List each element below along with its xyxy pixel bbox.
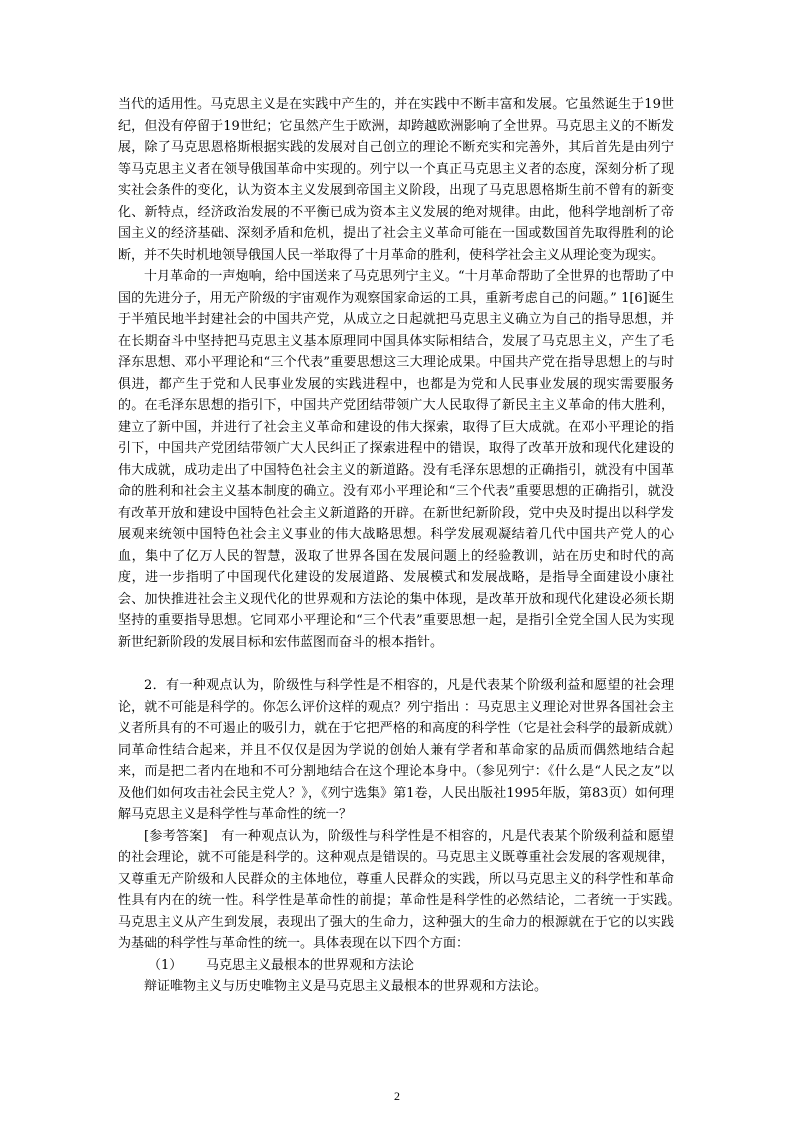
document-page [118,94,688,998]
list-item-1 [118,955,674,977]
question-2: 2．有一种观点认为，阶级性与科学性是不相容的，凡是代表某个阶级利益和愿望的社会理论，就不可能是科学的。你怎么评价这样的观点？列宁指出 ：马克思主义理论对世界各国社会主义者所具有的不可遏止的吸引力，就在于它把严格的和高度的科学性（它是社会科学的最新成就）同革命性结合起来，并且不仅仅是因为学说的创始人兼有学者和革命家的品质而偶然地结合起来，而是把二者内在地和不可分割地结合在这个理论本身中。（参见列宁：《什么是“人民之友”以及他们如何攻击社会民主党人？》，《列宁选集》第1卷，人民出版社1995年版，第83页）如何理解马克思主义是科学性与革命性的统一？ [118,678,674,822]
list-item-text: 马克思主义最根本的世界观和方法论 [206,957,415,973]
page-number: 2 [394,1089,400,1103]
closing-paragraph: 辩证唯物主义与历史唯物主义是马克思主义最根本的世界观和方法论。 [144,979,548,994]
list-item-number: （1） [148,957,183,973]
reference-answer: [参考答案] 有一种观点认为，阶级性与科学性是不相容的，凡是代表某个阶级利益和愿望的社会理论，就不可能是科学的。这种观点是错误的。马克思主义既尊重社会发展的客观规律，又尊重无产阶级和人民群众的主体地位，尊重人民群众的实践，所以马克思主义的科学性和革命性具有内在的统一性。科学性是革命性的前提；革命性是科学性的必然结论，二者统一于实践。 马克思主义从产生到发展，表现出了强大的生命力，这种强大的生命力的根源就在于它的以实践为基础的科学性与革命性的统一。具体表现在以下四个方面： [118,828,688,951]
paragraph-1: 当代的适用性。马克思主义是在实践中产生的，并在实践中不断丰富和发展。它虽然诞生于19世纪，但没有停留于19世纪；它虽然产生于欧洲，却跨越欧洲影响了全世界。马克思主义的不断发展，除了马克思恩格斯根据实践的发展对自己创立的理论不断充实和完善外，其后首先是由列宁等马克思主义者在领导俄国革命中实现的。列宁以一个真正马克思主义者的态度，深刻分析了现实社会条件的变化，认为资本主义发展到帝国主义阶段，出现了马克思恩格斯生前不曾有的新变化、新特点，经济政治发展的不平衡已成为资本主义发展的绝对规律。由此，他科学地剖析了帝国主义的经济基础、深刻矛盾和危机，提出了社会主义革命可能在一国或数国首先取得胜利的论断，并不失时机地领导俄国人民一举取得了十月革命的胜利，使科学社会主义从理论变为现实。 [118,97,674,263]
paragraph-2: 十月革命的一声炮响，给中国送来了马克思列宁主义。“十月革命帮助了全世界的也帮助了中国的先进分子，用无产阶级的宇宙观作为观察国家命运的工具，重新考虑自己的问题。” 1[6]诞生于半殖民地半封建社会的中国共产党，从成立之日起就把马克思主义确立为自己的指导思想，并在长期奋斗中坚持把马克思主义基本原理同中国具体实际相结合，发展了马克思主义，产生了毛泽东思想、邓小平理论和“三个代表”重要思想这三大理论成果。中国共产党在指导思想上的与时俱进，都产生于党和人民事业发展的实践进程中，也都是为党和人民事业发展的现实需要服务的。在毛泽东思想的指引下，中国共产党团结带领广大人民取得了新民主主义革命的伟大胜利，建立了新中国，并进行了社会主义革命和建设的伟大探索，取得了巨大成就。在邓小平理论的指引下，中国共产党团结带领广大人民纠正了探索进程中的错误，取得了改革开放和现代化建设的伟大成就，成功走出了中国特色社会主义的新道路。没有毛泽东思想的正确指引，就没有中国革命的胜利和社会主义基本制度的确立。没有邓小平理论和“三个代表”重要思想的正确指引，就没有改革开放和建设中国特色社会主义新道路的开辟。在新世纪新阶段，党中央及时提出以科学发展观来统领中国特色社会主义事业的伟大战略思想。科学发展观凝结着几代中国共产党人的心血，集中了亿万人民的智慧，汲取了世界各国在发展问题上的经验教训，站在历史和时代的高度，进一步指明了中国现代化建设的发展道路、发展模式和发展战略，是指导全面建设小康社会、加快推进社会主义现代化的世界观和方法论的集中体现，是改革开放和现代化建设必须长期坚持的重要指导思想。它同邓小平理论和“三个代表”重要思想一起，是指引全党全国人民为实现新世纪新阶段的发展目标和宏伟蓝图而奋斗的根本指针。 [118,269,674,650]
paragraph-gap [118,653,674,675]
